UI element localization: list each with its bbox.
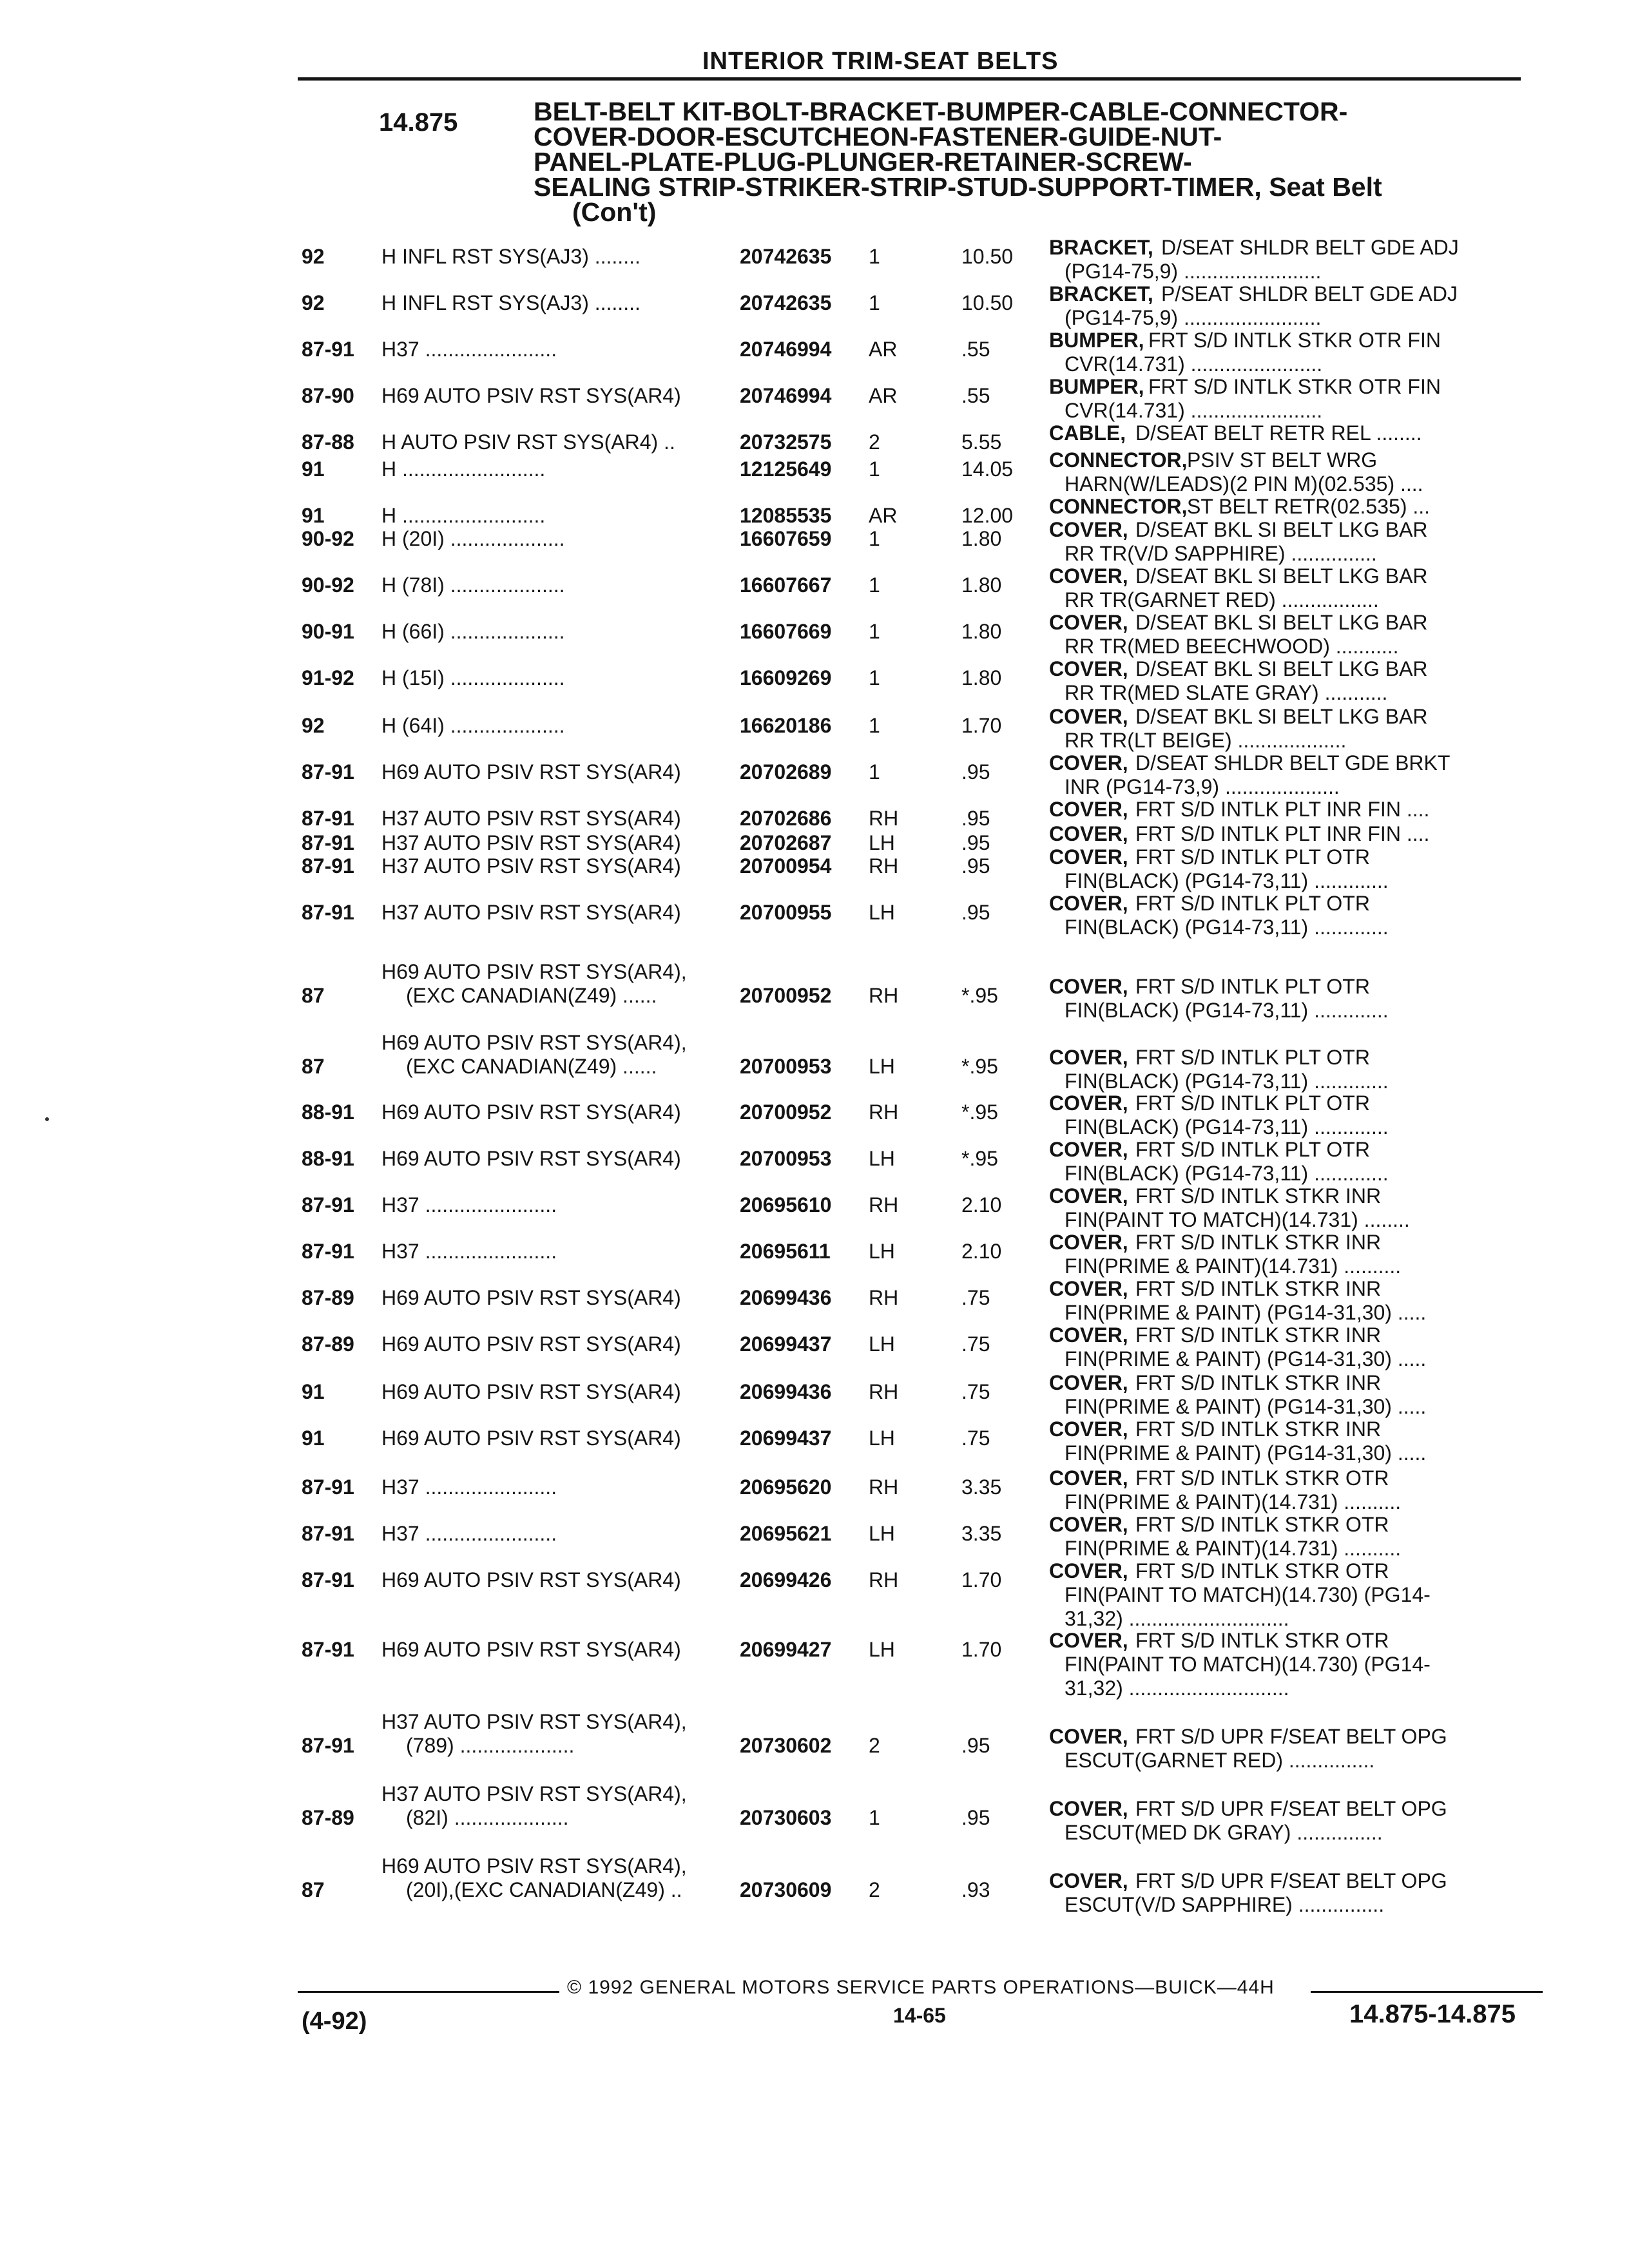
part-description: D/SEAT BKL SI BELT LKG BAR xyxy=(1135,705,1428,728)
quantity: RH xyxy=(869,1286,899,1309)
price: 14.05 xyxy=(961,457,1014,481)
part-description: FRT S/D INTLK STKR INR xyxy=(1135,1231,1382,1254)
price: .95 xyxy=(961,1734,990,1757)
price: *.95 xyxy=(961,984,998,1007)
quantity: 2 xyxy=(869,430,880,454)
part-description: D/SEAT BKL SI BELT LKG BAR xyxy=(1135,611,1428,634)
part-number: 16607669 xyxy=(740,620,832,643)
price: 1.80 xyxy=(961,620,1002,643)
part-description: FIN(PRIME & PAINT)(14.731) .......... xyxy=(1065,1537,1402,1560)
model-year: 87 xyxy=(302,1055,325,1078)
model-year: 87-91 xyxy=(302,831,354,854)
price: 1.70 xyxy=(961,714,1002,737)
part-name: COVER, xyxy=(1049,1466,1128,1490)
quantity: 1 xyxy=(869,291,880,314)
quantity: RH xyxy=(869,1568,899,1591)
part-description: D/SEAT SHLDR BELT GDE ADJ xyxy=(1161,236,1459,259)
part-description: FIN(BLACK) (PG14-73,11) ............. xyxy=(1065,999,1389,1022)
part-description: FIN(PRIME & PAINT) (PG14-31,30) ..... xyxy=(1065,1395,1427,1418)
part-number: 20700952 xyxy=(740,984,832,1007)
quantity: 1 xyxy=(869,527,880,550)
part-description: FRT S/D INTLK STKR INR xyxy=(1135,1277,1382,1300)
part-name: COVER, xyxy=(1049,1231,1128,1254)
model-year: 91 xyxy=(302,504,325,527)
application: H (66I) .................... xyxy=(381,620,565,643)
part-number: 20700954 xyxy=(740,854,832,878)
group-title-line: SEALING STRIP-STRIKER-STRIP-STUD-SUPPORT-TIMER, Seat Belt xyxy=(534,172,1382,202)
part-description: FRT S/D INTLK PLT OTR xyxy=(1135,845,1370,869)
part-name: COVER, xyxy=(1049,1371,1128,1394)
part-description: FRT S/D INTLK STKR OTR FIN xyxy=(1148,329,1441,352)
part-description: CVR(14.731) ....................... xyxy=(1065,399,1323,422)
application: H INFL RST SYS(AJ3) ........ xyxy=(381,291,641,314)
quantity: AR xyxy=(869,384,898,407)
part-name: COVER, xyxy=(1049,798,1128,821)
application: (20I),(EXC CANADIAN(Z49) .. xyxy=(406,1878,682,1901)
quantity: RH xyxy=(869,854,899,878)
model-year: 87-89 xyxy=(302,1286,354,1309)
part-name: COVER, xyxy=(1049,657,1128,680)
part-name: COVER, xyxy=(1049,845,1128,869)
part-number: 20742635 xyxy=(740,245,832,268)
price: 5.55 xyxy=(961,430,1002,454)
price: 10.50 xyxy=(961,291,1014,314)
price: 3.35 xyxy=(961,1475,1002,1499)
part-name: COVER, xyxy=(1049,611,1128,634)
application: H69 AUTO PSIV RST SYS(AR4) xyxy=(381,1638,681,1661)
part-number: 20700953 xyxy=(740,1147,832,1170)
footer-group-range: 14.875-14.875 xyxy=(1349,2000,1516,2028)
application: H69 AUTO PSIV RST SYS(AR4), xyxy=(381,1854,687,1878)
part-description: 31,32) ............................ xyxy=(1065,1607,1289,1630)
part-description: INR (PG14-73,9) .................... xyxy=(1065,775,1340,798)
part-description: FRT S/D INTLK PLT OTR xyxy=(1135,1091,1370,1115)
price: .95 xyxy=(961,807,990,830)
part-description: D/SEAT BKL SI BELT LKG BAR xyxy=(1135,657,1428,680)
quantity: 1 xyxy=(869,714,880,737)
part-name: BRACKET, xyxy=(1049,282,1153,305)
model-year: 91 xyxy=(302,457,325,481)
part-description: FRT S/D INTLK PLT OTR xyxy=(1135,892,1370,915)
part-description: ESCUT(V/D SAPPHIRE) ............... xyxy=(1065,1893,1385,1916)
price: .75 xyxy=(961,1427,990,1450)
model-year: 88-91 xyxy=(302,1147,354,1170)
part-number: 20699436 xyxy=(740,1380,832,1403)
quantity: AR xyxy=(869,338,898,361)
part-name: COVER, xyxy=(1049,1513,1128,1536)
application: H ......................... xyxy=(381,457,546,481)
part-number: 20700955 xyxy=(740,901,832,924)
price: .55 xyxy=(961,384,990,407)
part-description: FIN(PRIME & PAINT) (PG14-31,30) ..... xyxy=(1065,1441,1427,1465)
group-title-line: (Con't) xyxy=(572,197,657,227)
application: H37 AUTO PSIV RST SYS(AR4), xyxy=(381,1782,687,1805)
part-name: COVER, xyxy=(1049,1138,1128,1161)
part-number: 20699437 xyxy=(740,1332,832,1356)
price: *.95 xyxy=(961,1147,998,1170)
quantity: LH xyxy=(869,1427,895,1450)
quantity: RH xyxy=(869,1380,899,1403)
group-title-line: PANEL-PLATE-PLUG-PLUNGER-RETAINER-SCREW- xyxy=(534,147,1192,177)
part-description: FIN(PRIME & PAINT)(14.731) .......... xyxy=(1065,1490,1402,1514)
part-description: RR TR(LT BEIGE) ................... xyxy=(1065,729,1347,752)
part-description: FIN(BLACK) (PG14-73,11) ............. xyxy=(1065,1070,1389,1093)
application: H69 AUTO PSIV RST SYS(AR4) xyxy=(381,1286,681,1309)
part-number: 16607667 xyxy=(740,573,832,597)
part-description: PSIV ST BELT WRG xyxy=(1187,448,1378,472)
part-description: FIN(BLACK) (PG14-73,11) ............. xyxy=(1065,916,1389,939)
part-number: 16607659 xyxy=(740,527,832,550)
quantity: LH xyxy=(869,1332,895,1356)
part-description: FRT S/D INTLK STKR INR xyxy=(1135,1184,1382,1207)
part-description: D/SEAT BKL SI BELT LKG BAR xyxy=(1135,564,1428,588)
price: 1.80 xyxy=(961,527,1002,550)
part-description: HARN(W/LEADS)(2 PIN M)(02.535) .... xyxy=(1065,472,1423,495)
application: H (15I) .................... xyxy=(381,666,565,689)
part-number: 20699436 xyxy=(740,1286,832,1309)
application: H37 ....................... xyxy=(381,1522,557,1545)
quantity: LH xyxy=(869,1522,895,1545)
application: H69 AUTO PSIV RST SYS(AR4) xyxy=(381,760,681,783)
model-year: 92 xyxy=(302,291,325,314)
part-name: COVER, xyxy=(1049,892,1128,915)
price: 1.70 xyxy=(961,1568,1002,1591)
part-description: 31,32) ............................ xyxy=(1065,1677,1289,1700)
part-number: 20742635 xyxy=(740,291,832,314)
part-description: ESCUT(MED DK GRAY) ............... xyxy=(1065,1821,1383,1844)
model-year: 87-91 xyxy=(302,760,354,783)
application: H69 AUTO PSIV RST SYS(AR4) xyxy=(381,1380,681,1403)
part-description: FRT S/D INTLK STKR OTR xyxy=(1135,1629,1389,1652)
part-name: BUMPER, xyxy=(1049,375,1144,398)
quantity: 1 xyxy=(869,457,880,481)
part-name: COVER, xyxy=(1049,1277,1128,1300)
part-description: CVR(14.731) ....................... xyxy=(1065,352,1323,376)
part-description: FIN(BLACK) (PG14-73,11) ............. xyxy=(1065,869,1389,892)
model-year: 87-88 xyxy=(302,430,354,454)
footer-rule xyxy=(298,1991,559,1993)
part-name: COVER, xyxy=(1049,1184,1128,1207)
part-description: FRT S/D INTLK STKR OTR xyxy=(1135,1513,1389,1536)
application: H37 AUTO PSIV RST SYS(AR4) xyxy=(381,854,681,878)
part-number: 20702686 xyxy=(740,807,832,830)
quantity: RH xyxy=(869,1475,899,1499)
price: .75 xyxy=(961,1286,990,1309)
part-description: FIN(BLACK) (PG14-73,11) ............. xyxy=(1065,1115,1389,1139)
part-name: COVER, xyxy=(1049,975,1128,998)
part-description: FIN(PRIME & PAINT) (PG14-31,30) ..... xyxy=(1065,1347,1427,1370)
quantity: 2 xyxy=(869,1734,880,1757)
quantity: 2 xyxy=(869,1878,880,1901)
part-description: FRT S/D INTLK PLT INR FIN .... xyxy=(1135,822,1430,845)
application: H37 ....................... xyxy=(381,338,557,361)
group-number: 14.875 xyxy=(379,108,458,137)
application: H69 AUTO PSIV RST SYS(AR4) xyxy=(381,384,681,407)
quantity: LH xyxy=(869,1055,895,1078)
part-description: FIN(PRIME & PAINT)(14.731) .......... xyxy=(1065,1254,1402,1278)
part-name: COVER, xyxy=(1049,1323,1128,1347)
model-year: 88-91 xyxy=(302,1100,354,1124)
model-year: 90-91 xyxy=(302,620,354,643)
part-number: 20700952 xyxy=(740,1100,832,1124)
price: .95 xyxy=(961,831,990,854)
application: H37 AUTO PSIV RST SYS(AR4), xyxy=(381,1710,687,1733)
part-number: 20746994 xyxy=(740,384,832,407)
model-year: 90-92 xyxy=(302,573,354,597)
part-name: COVER, xyxy=(1049,751,1128,774)
part-description: D/SEAT BKL SI BELT LKG BAR xyxy=(1135,518,1428,541)
part-description: FRT S/D INTLK STKR INR xyxy=(1135,1323,1382,1347)
model-year: 87-91 xyxy=(302,1475,354,1499)
quantity: 1 xyxy=(869,1806,880,1829)
part-name: CONNECTOR, xyxy=(1049,448,1188,472)
part-description: FRT S/D UPR F/SEAT BELT OPG xyxy=(1135,1869,1447,1892)
model-year: 87-91 xyxy=(302,1522,354,1545)
part-description: FRT S/D INTLK STKR INR xyxy=(1135,1418,1382,1441)
part-number: 20732575 xyxy=(740,430,832,454)
part-description: FIN(PAINT TO MATCH)(14.730) (PG14- xyxy=(1065,1583,1431,1606)
application: H ......................... xyxy=(381,504,546,527)
part-number: 20730603 xyxy=(740,1806,832,1829)
part-description: FRT S/D INTLK PLT OTR xyxy=(1135,975,1370,998)
application: (789) .................... xyxy=(406,1734,575,1757)
part-description: FRT S/D INTLK PLT OTR xyxy=(1135,1138,1370,1161)
quantity: LH xyxy=(869,901,895,924)
quantity: RH xyxy=(869,1100,899,1124)
price: 10.50 xyxy=(961,245,1014,268)
model-year: 91-92 xyxy=(302,666,354,689)
application: H37 AUTO PSIV RST SYS(AR4) xyxy=(381,901,681,924)
application: H69 AUTO PSIV RST SYS(AR4), xyxy=(381,960,687,983)
model-year: 87-89 xyxy=(302,1806,354,1829)
part-number: 20699437 xyxy=(740,1427,832,1450)
application: H37 ....................... xyxy=(381,1240,557,1263)
part-number: 20746994 xyxy=(740,338,832,361)
part-description: FRT S/D UPR F/SEAT BELT OPG xyxy=(1135,1725,1447,1748)
part-description: FIN(PRIME & PAINT) (PG14-31,30) ..... xyxy=(1065,1301,1427,1324)
quantity: LH xyxy=(869,1240,895,1263)
application: H69 AUTO PSIV RST SYS(AR4) xyxy=(381,1100,681,1124)
part-name: COVER, xyxy=(1049,564,1128,588)
scan-speck xyxy=(45,1117,49,1121)
part-description: (PG14-75,9) ........................ xyxy=(1065,306,1322,329)
price: 1.70 xyxy=(961,1638,1002,1661)
part-description: FIN(BLACK) (PG14-73,11) ............. xyxy=(1065,1162,1389,1185)
model-year: 87-91 xyxy=(302,338,354,361)
quantity: RH xyxy=(869,1193,899,1216)
model-year: 91 xyxy=(302,1380,325,1403)
price: 3.35 xyxy=(961,1522,1002,1545)
application: H AUTO PSIV RST SYS(AR4) .. xyxy=(381,430,675,454)
price: .95 xyxy=(961,760,990,783)
part-number: 12125649 xyxy=(740,457,832,481)
model-year: 92 xyxy=(302,714,325,737)
model-year: 87-91 xyxy=(302,1568,354,1591)
part-number: 20730609 xyxy=(740,1878,832,1901)
model-year: 87-91 xyxy=(302,1734,354,1757)
quantity: 1 xyxy=(869,760,880,783)
part-number: 20695610 xyxy=(740,1193,832,1216)
part-name: COVER, xyxy=(1049,705,1128,728)
part-description: FRT S/D UPR F/SEAT BELT OPG xyxy=(1135,1797,1447,1820)
part-number: 20699426 xyxy=(740,1568,832,1591)
part-description: ESCUT(GARNET RED) ............... xyxy=(1065,1749,1375,1772)
quantity: LH xyxy=(869,831,895,854)
part-description: (PG14-75,9) ........................ xyxy=(1065,260,1322,283)
part-name: COVER, xyxy=(1049,518,1128,541)
footer-page-number: 14-65 xyxy=(893,2004,946,2027)
model-year: 87-91 xyxy=(302,1638,354,1661)
group-title-line: COVER-DOOR-ESCUTCHEON-FASTENER-GUIDE-NUT- xyxy=(534,122,1222,151)
quantity: 1 xyxy=(869,620,880,643)
model-year: 87-91 xyxy=(302,854,354,878)
part-number: 20702689 xyxy=(740,760,832,783)
price: .75 xyxy=(961,1380,990,1403)
model-year: 91 xyxy=(302,1427,325,1450)
footer-rule xyxy=(1311,1991,1543,1993)
model-year: 87 xyxy=(302,984,325,1007)
part-description: P/SEAT SHLDR BELT GDE ADJ xyxy=(1161,282,1458,305)
application: (EXC CANADIAN(Z49) ...... xyxy=(406,1055,657,1078)
quantity: RH xyxy=(869,807,899,830)
part-description: RR TR(MED BEECHWOOD) ........... xyxy=(1065,635,1399,658)
part-name: COVER, xyxy=(1049,1418,1128,1441)
model-year: 87-89 xyxy=(302,1332,354,1356)
application: H69 AUTO PSIV RST SYS(AR4) xyxy=(381,1427,681,1450)
part-description: FIN(PAINT TO MATCH)(14.731) ........ xyxy=(1065,1208,1410,1231)
part-number: 20699427 xyxy=(740,1638,832,1661)
price: .95 xyxy=(961,901,990,924)
model-year: 87 xyxy=(302,1878,325,1901)
price: .93 xyxy=(961,1878,990,1901)
part-number: 20730602 xyxy=(740,1734,832,1757)
group-title-line: BELT-BELT KIT-BOLT-BRACKET-BUMPER-CABLE-CONNECTOR- xyxy=(534,97,1348,126)
part-name: BRACKET, xyxy=(1049,236,1153,259)
part-name: COVER, xyxy=(1049,822,1128,845)
part-description: D/SEAT BELT RETR REL ........ xyxy=(1135,421,1422,445)
application: H37 ....................... xyxy=(381,1475,557,1499)
quantity: LH xyxy=(869,1638,895,1661)
quantity: RH xyxy=(869,984,899,1007)
part-name: COVER, xyxy=(1049,1725,1128,1748)
part-description: D/SEAT SHLDR BELT GDE BRKT xyxy=(1135,751,1451,774)
application: (82I) .................... xyxy=(406,1806,569,1829)
price: 1.80 xyxy=(961,573,1002,597)
part-description: FRT S/D INTLK STKR OTR FIN xyxy=(1148,375,1441,398)
model-year: 87-91 xyxy=(302,807,354,830)
part-description: RR TR(MED SLATE GRAY) ........... xyxy=(1065,681,1388,704)
model-year: 87-91 xyxy=(302,1193,354,1216)
part-description: RR TR(GARNET RED) ................. xyxy=(1065,588,1379,611)
price: .75 xyxy=(961,1332,990,1356)
part-name: COVER, xyxy=(1049,1091,1128,1115)
quantity: AR xyxy=(869,504,898,527)
quantity: 1 xyxy=(869,666,880,689)
model-year: 92 xyxy=(302,245,325,268)
model-year: 87-91 xyxy=(302,901,354,924)
part-name: COVER, xyxy=(1049,1046,1128,1069)
application: H (64I) .................... xyxy=(381,714,565,737)
part-number: 12085535 xyxy=(740,504,832,527)
part-description: FRT S/D INTLK PLT OTR xyxy=(1135,1046,1370,1069)
page-header-title: INTERIOR TRIM-SEAT BELTS xyxy=(702,48,1059,75)
footer-copyright: © 1992 GENERAL MOTORS SERVICE PARTS OPERATIONS—BUICK—44H xyxy=(567,1977,1275,1998)
part-description: RR TR(V/D SAPPHIRE) ............... xyxy=(1065,542,1377,565)
part-number: 20695620 xyxy=(740,1475,832,1499)
part-number: 16620186 xyxy=(740,714,832,737)
application: H INFL RST SYS(AJ3) ........ xyxy=(381,245,641,268)
application: H69 AUTO PSIV RST SYS(AR4) xyxy=(381,1332,681,1356)
application: H69 AUTO PSIV RST SYS(AR4), xyxy=(381,1031,687,1054)
model-year: 87-90 xyxy=(302,384,354,407)
application: H37 AUTO PSIV RST SYS(AR4) xyxy=(381,807,681,830)
part-description: ST BELT RETR(02.535) ... xyxy=(1187,495,1431,518)
part-number: 20700953 xyxy=(740,1055,832,1078)
part-description: FRT S/D INTLK STKR INR xyxy=(1135,1371,1382,1394)
part-description: FIN(PAINT TO MATCH)(14.730) (PG14- xyxy=(1065,1653,1431,1676)
price: 2.10 xyxy=(961,1240,1002,1263)
part-name: CONNECTOR, xyxy=(1049,495,1188,518)
application: H37 ....................... xyxy=(381,1193,557,1216)
price: 1.80 xyxy=(961,666,1002,689)
part-number: 16609269 xyxy=(740,666,832,689)
application: H (78I) .................... xyxy=(381,573,565,597)
application: H37 AUTO PSIV RST SYS(AR4) xyxy=(381,831,681,854)
model-year: 90-92 xyxy=(302,527,354,550)
application: (EXC CANADIAN(Z49) ...... xyxy=(406,984,657,1007)
price: .95 xyxy=(961,854,990,878)
part-name: COVER, xyxy=(1049,1797,1128,1820)
part-name: COVER, xyxy=(1049,1629,1128,1652)
quantity: 1 xyxy=(869,573,880,597)
part-description: FRT S/D INTLK STKR OTR xyxy=(1135,1559,1389,1582)
model-year: 87-91 xyxy=(302,1240,354,1263)
quantity: 1 xyxy=(869,245,880,268)
price: *.95 xyxy=(961,1055,998,1078)
part-name: BUMPER, xyxy=(1049,329,1144,352)
quantity: LH xyxy=(869,1147,895,1170)
part-number: 20695621 xyxy=(740,1522,832,1545)
part-description: FRT S/D INTLK PLT INR FIN .... xyxy=(1135,798,1430,821)
application: H (20I) .................... xyxy=(381,527,565,550)
price: *.95 xyxy=(961,1100,998,1124)
part-description: FRT S/D INTLK STKR OTR xyxy=(1135,1466,1389,1490)
application: H69 AUTO PSIV RST SYS(AR4) xyxy=(381,1147,681,1170)
price: .95 xyxy=(961,1806,990,1829)
price: 12.00 xyxy=(961,504,1014,527)
footer-date: (4-92) xyxy=(302,2008,367,2035)
part-name: CABLE, xyxy=(1049,421,1126,445)
part-name: COVER, xyxy=(1049,1869,1128,1892)
part-number: 20702687 xyxy=(740,831,832,854)
part-name: COVER, xyxy=(1049,1559,1128,1582)
part-number: 20695611 xyxy=(740,1240,831,1263)
application: H69 AUTO PSIV RST SYS(AR4) xyxy=(381,1568,681,1591)
price: 2.10 xyxy=(961,1193,1002,1216)
price: .55 xyxy=(961,338,990,361)
